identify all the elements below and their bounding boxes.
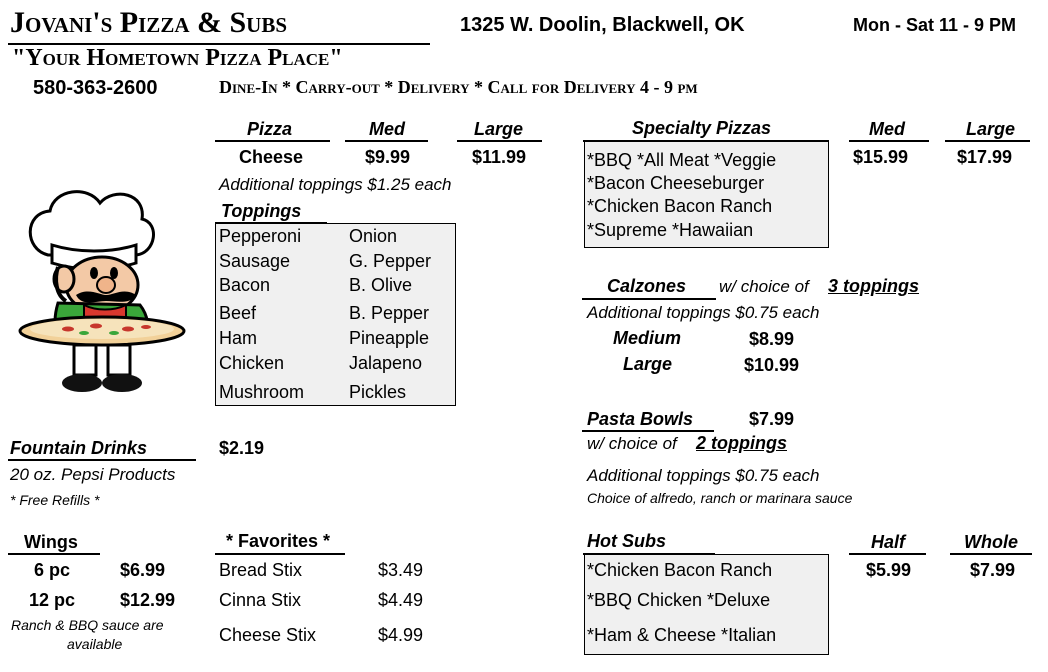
- favorite-item-price: $4.49: [378, 590, 424, 610]
- services-line: Dine-In * Carry-out * Delivery * Call for Delivery 4 - 9 pm: [219, 77, 698, 97]
- favorite-item-price: $3.49: [378, 560, 424, 580]
- fountain-drinks-heading: Fountain Drinks: [10, 438, 148, 458]
- topping-item: Bacon: [219, 275, 271, 295]
- toppings-heading: Toppings: [221, 201, 302, 221]
- calzones-choice-prefix: w/ choice of: [719, 277, 809, 296]
- wings-heading: Wings: [24, 532, 78, 552]
- wings-12pc-label: 12 pc: [29, 590, 76, 610]
- wings-sauce-note: Ranch & BBQ sauce are: [11, 617, 164, 633]
- med-header-underline: [345, 140, 428, 142]
- specialty-pizza-item: *Supreme *Hawaiian: [587, 220, 754, 240]
- restaurant-name: Jovani's Pizza & Subs: [10, 6, 288, 39]
- wings-sauce-note-line2: available: [67, 636, 123, 652]
- specialty-pizza-item: *BBQ *All Meat *Veggie: [587, 150, 777, 170]
- pasta-sauce-note: Choice of alfredo, ranch or marinara sauce: [587, 490, 853, 506]
- specialty-pizzas-heading: Specialty Pizzas: [632, 118, 772, 138]
- topping-item: Beef: [219, 303, 257, 323]
- specialty-med-column-header: Med: [869, 119, 905, 139]
- topping-item: Ham: [219, 328, 258, 348]
- drinks-description: 20 oz. Pepsi Products: [10, 465, 176, 484]
- subs-whole-price: $7.99: [970, 560, 1016, 580]
- hot-subs-heading: Hot Subs: [587, 531, 666, 551]
- calzones-choice-count: 3 toppings: [828, 276, 919, 296]
- address: 1325 W. Doolin, Blackwell, OK: [460, 14, 745, 36]
- topping-item: Pickles: [349, 382, 407, 402]
- topping-item: Chicken: [219, 353, 285, 373]
- specialty-large-underline: [945, 140, 1030, 142]
- pizza-column-header: Pizza: [247, 119, 293, 139]
- hot-sub-item: *BBQ Chicken *Deluxe: [587, 590, 771, 610]
- favorites-heading: * Favorites *: [226, 531, 331, 551]
- calzones-additional-toppings-note: Additional toppings $0.75 each: [587, 303, 820, 322]
- slogan: "Your Hometown Pizza Place": [12, 45, 343, 71]
- hours: Mon - Sat 11 - 9 PM: [853, 15, 1017, 35]
- pasta-heading-underline: [582, 430, 714, 432]
- topping-item: Sausage: [219, 251, 291, 271]
- favorite-item-label: Cheese Stix: [219, 625, 317, 645]
- topping-item: Pineapple: [349, 328, 430, 348]
- topping-item: G. Pepper: [349, 251, 432, 271]
- subs-whole-underline: [950, 553, 1032, 555]
- favorite-item-label: Cinna Stix: [219, 590, 302, 610]
- topping-item: Pepperoni: [219, 226, 302, 246]
- free-refills-note: * Free Refills *: [10, 492, 100, 508]
- specialty-large-column-header: Large: [966, 119, 1016, 139]
- specialty-pizza-item: *Bacon Cheeseburger: [587, 173, 765, 193]
- specialty-pizza-item: *Chicken Bacon Ranch: [587, 196, 773, 216]
- topping-item: Onion: [349, 226, 398, 246]
- hot-sub-item: *Chicken Bacon Ranch: [587, 560, 773, 580]
- specialty-large-price: $17.99: [957, 147, 1013, 167]
- subs-half-column-header: Half: [871, 532, 906, 552]
- phone-number: 580-363-2600: [33, 77, 158, 99]
- cheese-pizza-label: Cheese: [239, 147, 304, 167]
- pizza-large-column-header: Large: [474, 119, 524, 139]
- pasta-additional-toppings-note: Additional toppings $0.75 each: [587, 466, 820, 485]
- calzone-large-price: $10.99: [744, 355, 800, 375]
- fountain-drinks-price: $2.19: [219, 438, 265, 458]
- wings-12pc-price: $12.99: [120, 590, 176, 610]
- wings-6pc-price: $6.99: [120, 560, 166, 580]
- calzone-large-label: Large: [623, 354, 673, 374]
- favorite-item-label: Bread Stix: [219, 560, 303, 580]
- topping-item: Jalapeno: [349, 353, 423, 373]
- pasta-choice-count: 2 toppings: [696, 433, 787, 453]
- cheese-pizza-med-price: $9.99: [365, 147, 411, 167]
- pizza-additional-toppings-note: Additional toppings $1.25 each: [219, 175, 452, 194]
- specialty-med-price: $15.99: [853, 147, 909, 167]
- wings-6pc-label: 6 pc: [34, 560, 71, 580]
- pasta-bowls-price: $7.99: [749, 409, 795, 429]
- pasta-bowls-heading: Pasta Bowls: [587, 409, 694, 429]
- topping-item: Mushroom: [219, 382, 305, 402]
- topping-item: B. Pepper: [349, 303, 430, 323]
- pasta-choice-prefix: w/ choice of: [587, 434, 677, 453]
- chef-mascot-illustration: [18, 183, 190, 398]
- pizza-header-underline: [215, 140, 330, 142]
- calzone-medium-label: Medium: [613, 328, 682, 348]
- wings-heading-underline: [8, 553, 100, 555]
- pizza-med-column-header: Med: [369, 119, 405, 139]
- calzones-heading: Calzones: [607, 276, 687, 296]
- cheese-pizza-large-price: $11.99: [472, 147, 527, 167]
- hot-sub-item: *Ham & Cheese *Italian: [587, 625, 777, 645]
- subs-half-price: $5.99: [866, 560, 912, 580]
- favorites-heading-underline: [215, 553, 345, 555]
- specialty-med-underline: [849, 140, 929, 142]
- calzone-medium-price: $8.99: [749, 329, 795, 349]
- calzones-heading-underline: [582, 298, 716, 300]
- large-header-underline: [457, 140, 542, 142]
- subs-half-underline: [849, 553, 926, 555]
- favorite-item-price: $4.99: [378, 625, 424, 645]
- drinks-heading-underline: [8, 459, 196, 461]
- subs-whole-column-header: Whole: [964, 532, 1018, 552]
- topping-item: B. Olive: [349, 275, 413, 295]
